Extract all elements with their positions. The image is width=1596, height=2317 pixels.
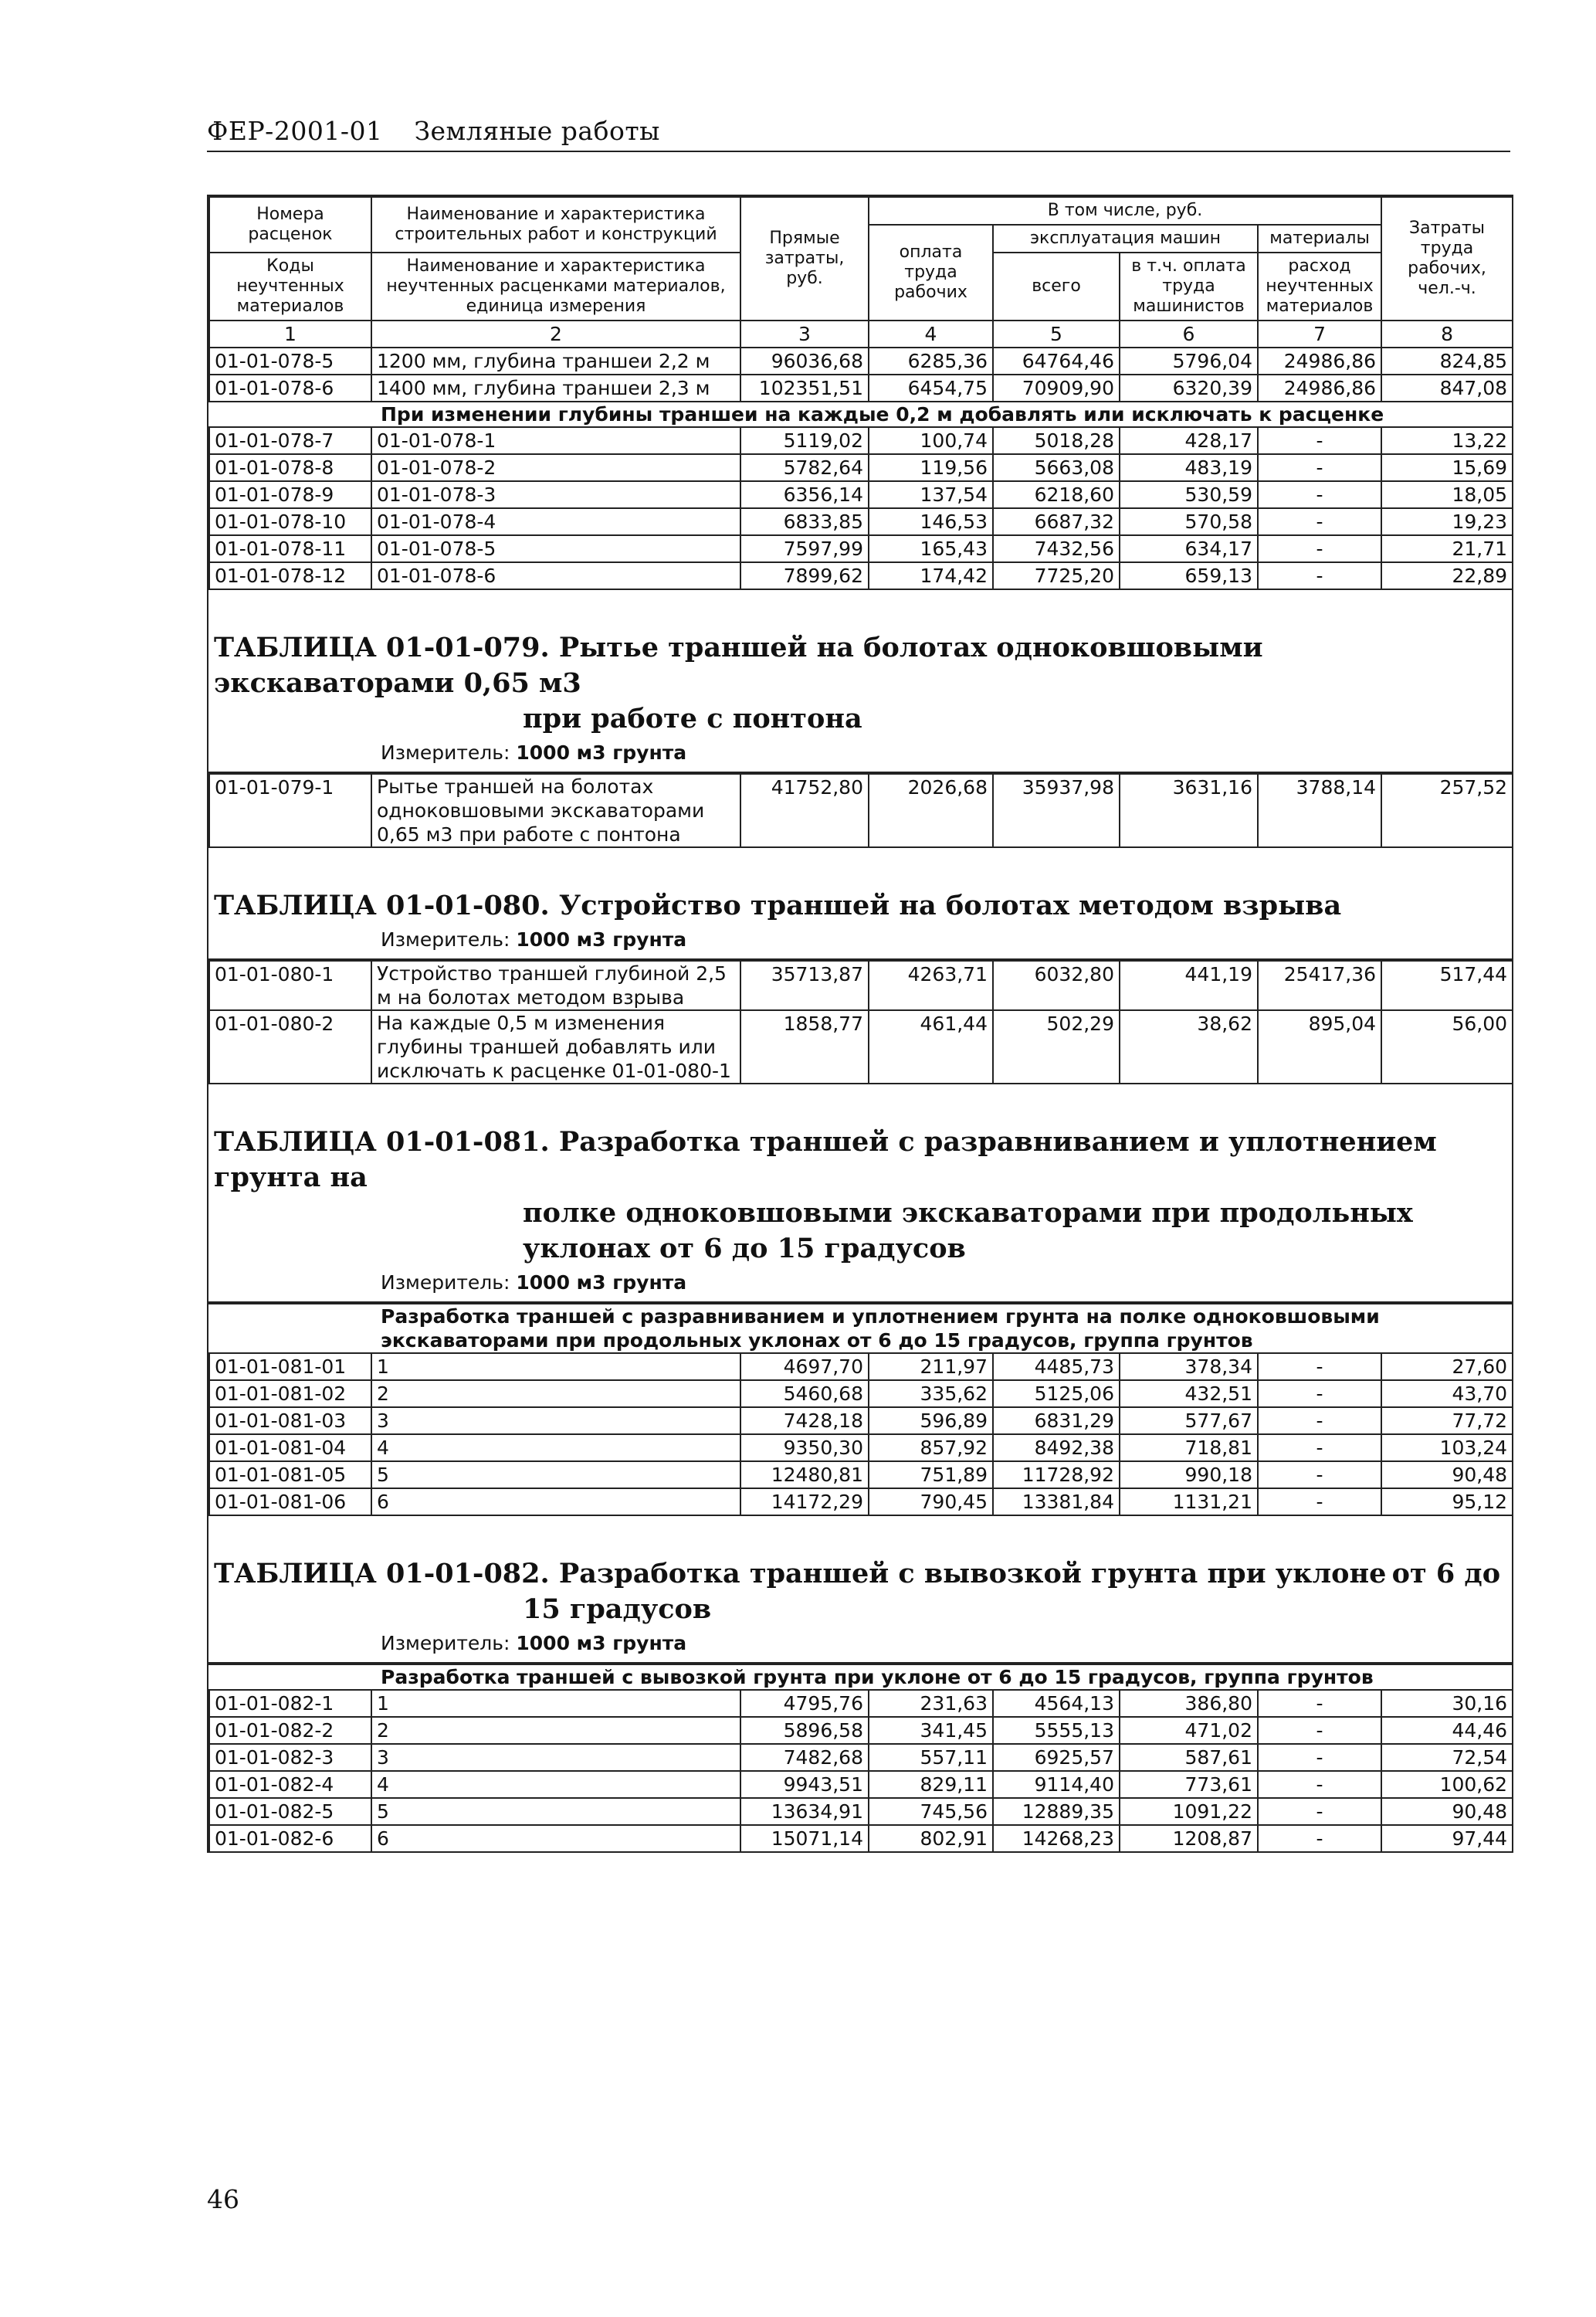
direct-costs: 5119,02 — [740, 427, 869, 454]
unit-value: 1000 м3 грунта — [516, 1632, 687, 1654]
rate-code: 01-01-078-9 — [209, 481, 371, 508]
table-row — [209, 427, 1513, 454]
table-row — [209, 535, 1513, 562]
unit-label: Измеритель: — [381, 1632, 510, 1654]
rate-code: 01-01-081-04 — [209, 1434, 371, 1461]
table-row — [209, 508, 1513, 535]
wages: 802,91 — [869, 1825, 993, 1852]
wages: 790,45 — [869, 1488, 993, 1515]
table-row — [209, 1010, 1513, 1084]
work-name: 1 — [371, 1353, 740, 1380]
header-labor: Затраты труда рабочих, чел.-ч. — [1381, 197, 1513, 321]
machinists-wages: 432,51 — [1120, 1380, 1258, 1407]
document-code: ФЕР-2001-01 — [207, 116, 383, 146]
direct-costs: 1858,77 — [740, 1010, 869, 1084]
unit-value: 1000 м3 грунта — [516, 928, 687, 951]
materials: 25417,36 — [1258, 961, 1381, 1010]
materials: - — [1258, 454, 1381, 481]
unit-of-measure — [371, 1270, 1513, 1302]
rate-code: 01-01-080-2 — [209, 1010, 371, 1084]
labor-costs: 90,48 — [1381, 1461, 1513, 1488]
machines-total: 13381,84 — [993, 1488, 1120, 1515]
section-title: Земляные работы — [414, 116, 660, 146]
wages: 751,89 — [869, 1461, 993, 1488]
direct-costs: 4697,70 — [740, 1353, 869, 1380]
table-title-row — [209, 616, 1513, 740]
work-name: 6 — [371, 1488, 740, 1515]
wages: 6285,36 — [869, 348, 993, 375]
header-machinists: в т.ч. оплата труда машинистов — [1120, 253, 1258, 321]
direct-costs: 6356,14 — [740, 481, 869, 508]
materials: 24986,86 — [1258, 375, 1381, 402]
labor-costs: 13,22 — [1381, 427, 1513, 454]
direct-costs: 7482,68 — [740, 1744, 869, 1771]
header-rate-number: Номера расценок — [209, 197, 371, 253]
rate-code: 01-01-081-02 — [209, 1380, 371, 1407]
labor-costs: 19,23 — [1381, 508, 1513, 535]
header-materials: материалы — [1258, 225, 1381, 253]
materials: - — [1258, 1461, 1381, 1488]
note-spacer — [209, 1664, 371, 1690]
rate-code: 01-01-078-12 — [209, 562, 371, 589]
table-title-line: ТАБЛИЦА 01-01-082. Разработка траншей с вывозкой грунта при уклоне — [214, 1558, 1387, 1589]
table-title — [209, 1542, 1513, 1630]
materials: - — [1258, 427, 1381, 454]
wages: 857,92 — [869, 1434, 993, 1461]
note-row-082 — [209, 1664, 1513, 1690]
wages: 829,11 — [869, 1771, 993, 1798]
machines-total: 5125,06 — [993, 1380, 1120, 1407]
machines-total: 5018,28 — [993, 427, 1120, 454]
table-row — [209, 1690, 1513, 1717]
column-number: 7 — [1258, 321, 1381, 348]
materials: 3788,14 — [1258, 774, 1381, 847]
machinists-wages: 5796,04 — [1120, 348, 1258, 375]
page-number: 46 — [207, 2184, 239, 2214]
machines-total: 502,29 — [993, 1010, 1120, 1084]
table-row — [209, 481, 1513, 508]
table-row — [209, 348, 1513, 375]
table-gap — [209, 1515, 1513, 1542]
wages: 100,74 — [869, 427, 993, 454]
machines-total: 4564,13 — [993, 1690, 1120, 1717]
rate-code: 01-01-082-6 — [209, 1825, 371, 1852]
machines-total: 5663,08 — [993, 454, 1120, 481]
work-name: 1200 мм, глубина траншеи 2,2 м — [371, 348, 740, 375]
materials: 24986,86 — [1258, 348, 1381, 375]
column-number: 1 — [209, 321, 371, 348]
machines-total: 6687,32 — [993, 508, 1120, 535]
machinists-wages: 6320,39 — [1120, 375, 1258, 402]
labor-costs: 44,46 — [1381, 1717, 1513, 1744]
machinists-wages: 718,81 — [1120, 1434, 1258, 1461]
labor-costs: 22,89 — [1381, 562, 1513, 589]
wages: 165,43 — [869, 535, 993, 562]
direct-costs: 5896,58 — [740, 1717, 869, 1744]
work-name: 1 — [371, 1690, 740, 1717]
unit-value: 1000 м3 грунта — [516, 741, 687, 764]
unit-row — [209, 1630, 1513, 1663]
wages: 745,56 — [869, 1798, 993, 1825]
header-wages: оплата труда рабочих — [869, 225, 993, 321]
unit-spacer — [209, 1630, 371, 1663]
direct-costs: 41752,80 — [740, 774, 869, 847]
wages: 4263,71 — [869, 961, 993, 1010]
page-header — [207, 116, 1510, 152]
labor-costs: 56,00 — [1381, 1010, 1513, 1084]
work-name: 2 — [371, 1380, 740, 1407]
work-name: На каждые 0,5 м изменения глубины траншей добавлять или исключать к расценке 01-01-080-1 — [371, 1010, 740, 1084]
table-title-continuation: 15 градусов — [523, 1593, 712, 1625]
header-machines-total: всего — [993, 253, 1120, 321]
table-title-row — [209, 1542, 1513, 1630]
materials: - — [1258, 1717, 1381, 1744]
note-spacer — [209, 1304, 371, 1353]
labor-costs: 95,12 — [1381, 1488, 1513, 1515]
rate-code: 01-01-082-4 — [209, 1771, 371, 1798]
work-name: 3 — [371, 1744, 740, 1771]
wages: 341,45 — [869, 1717, 993, 1744]
machines-total: 4485,73 — [993, 1353, 1120, 1380]
labor-costs: 30,16 — [1381, 1690, 1513, 1717]
machinists-wages: 3631,16 — [1120, 774, 1258, 847]
table-title — [209, 616, 1513, 740]
labor-costs: 77,72 — [1381, 1407, 1513, 1434]
materials: - — [1258, 1825, 1381, 1852]
direct-costs: 9350,30 — [740, 1434, 869, 1461]
unit-row — [209, 1270, 1513, 1302]
machines-total: 70909,90 — [993, 375, 1120, 402]
work-name: 5 — [371, 1798, 740, 1825]
wages: 231,63 — [869, 1690, 993, 1717]
rate-code: 01-01-078-5 — [209, 348, 371, 375]
machinists-wages: 1091,22 — [1120, 1798, 1258, 1825]
table-row — [209, 562, 1513, 589]
rates-table — [208, 196, 1513, 1853]
table-title-block — [214, 1556, 1508, 1627]
rate-code: 01-01-081-05 — [209, 1461, 371, 1488]
work-name: 5 — [371, 1461, 740, 1488]
machinists-wages: 386,80 — [1120, 1690, 1258, 1717]
wages: 596,89 — [869, 1407, 993, 1434]
labor-costs: 27,60 — [1381, 1353, 1513, 1380]
machines-total: 5555,13 — [993, 1717, 1120, 1744]
direct-costs: 14172,29 — [740, 1488, 869, 1515]
unit-row — [209, 740, 1513, 772]
column-number: 6 — [1120, 321, 1258, 348]
direct-costs: 35713,87 — [740, 961, 869, 1010]
machines-total: 64764,46 — [993, 348, 1120, 375]
table-row — [209, 454, 1513, 481]
direct-costs: 7899,62 — [740, 562, 869, 589]
materials: - — [1258, 1434, 1381, 1461]
machinists-wages: 773,61 — [1120, 1771, 1258, 1798]
table-row — [209, 375, 1513, 402]
labor-costs: 97,44 — [1381, 1825, 1513, 1852]
direct-costs: 13634,91 — [740, 1798, 869, 1825]
machines-total: 9114,40 — [993, 1771, 1120, 1798]
column-numbers-row — [209, 321, 1513, 348]
table-title-line: ТАБЛИЦА 01-01-080. Устройство траншей на болотах методом взрыва — [214, 890, 1342, 921]
table-row — [209, 1717, 1513, 1744]
machines-total: 8492,38 — [993, 1434, 1120, 1461]
unit-of-measure — [371, 740, 1513, 772]
direct-costs: 7597,99 — [740, 535, 869, 562]
table-title-row — [209, 874, 1513, 927]
table-gap — [209, 847, 1513, 874]
note-spacer — [209, 402, 371, 427]
table-header — [209, 197, 1513, 321]
rate-code: 01-01-081-03 — [209, 1407, 371, 1434]
table-row — [209, 1461, 1513, 1488]
direct-costs: 5460,68 — [740, 1380, 869, 1407]
table-row — [209, 1353, 1513, 1380]
machinists-wages: 530,59 — [1120, 481, 1258, 508]
machines-total: 35937,98 — [993, 774, 1120, 847]
wages: 461,44 — [869, 1010, 993, 1084]
header-material-codes: Коды неучтенных материалов — [209, 253, 371, 321]
rate-code: 01-01-078-8 — [209, 454, 371, 481]
work-name: 01-01-078-6 — [371, 562, 740, 589]
table-title — [209, 874, 1513, 927]
direct-costs: 4795,76 — [740, 1690, 869, 1717]
table-row — [209, 1380, 1513, 1407]
machinists-wages: 441,19 — [1120, 961, 1258, 1010]
materials: - — [1258, 1771, 1381, 1798]
materials: - — [1258, 1380, 1381, 1407]
machines-total: 11728,92 — [993, 1461, 1120, 1488]
table-row — [209, 961, 1513, 1010]
direct-costs: 96036,68 — [740, 348, 869, 375]
header-materials-unaccounted: расход неучтенных материалов — [1258, 253, 1381, 321]
labor-costs: 100,62 — [1381, 1771, 1513, 1798]
table-row — [209, 1407, 1513, 1434]
work-name: 1400 мм, глубина траншеи 2,3 м — [371, 375, 740, 402]
table-body — [209, 321, 1513, 1852]
header-including: В том числе, руб. — [869, 197, 1381, 225]
machinists-wages: 570,58 — [1120, 508, 1258, 535]
materials: - — [1258, 1407, 1381, 1434]
machines-total: 12889,35 — [993, 1798, 1120, 1825]
labor-costs: 517,44 — [1381, 961, 1513, 1010]
unit-of-measure — [371, 927, 1513, 959]
machinists-wages: 659,13 — [1120, 562, 1258, 589]
table-title-block — [214, 1125, 1508, 1267]
rate-code: 01-01-082-3 — [209, 1744, 371, 1771]
unit-label: Измеритель: — [381, 1271, 510, 1294]
work-name: 3 — [371, 1407, 740, 1434]
work-name: 01-01-078-2 — [371, 454, 740, 481]
unit-of-measure — [371, 1630, 1513, 1663]
direct-costs: 12480,81 — [740, 1461, 869, 1488]
table-title-line: ТАБЛИЦА 01-01-081. Разработка траншей с разравниванием и уплотнением грунта на — [214, 1126, 1437, 1193]
direct-costs: 7428,18 — [740, 1407, 869, 1434]
unit-value: 1000 м3 грунта — [516, 1271, 687, 1294]
wages: 211,97 — [869, 1353, 993, 1380]
materials: - — [1258, 562, 1381, 589]
wages: 2026,68 — [869, 774, 993, 847]
materials: - — [1258, 1488, 1381, 1515]
materials: - — [1258, 1690, 1381, 1717]
machines-total: 6925,57 — [993, 1744, 1120, 1771]
work-name: 01-01-078-4 — [371, 508, 740, 535]
table-row — [209, 1744, 1513, 1771]
machinists-wages: 587,61 — [1120, 1744, 1258, 1771]
machinists-wages: 378,34 — [1120, 1353, 1258, 1380]
labor-costs: 824,85 — [1381, 348, 1513, 375]
work-name: 4 — [371, 1434, 740, 1461]
note-row-081 — [209, 1304, 1513, 1353]
table-row — [209, 1771, 1513, 1798]
machinists-wages: 990,18 — [1120, 1461, 1258, 1488]
machines-total: 7432,56 — [993, 535, 1120, 562]
machines-total: 7725,20 — [993, 562, 1120, 589]
table-title-block — [214, 630, 1508, 737]
work-name: 6 — [371, 1825, 740, 1852]
rate-code: 01-01-078-6 — [209, 375, 371, 402]
table-row — [209, 1434, 1513, 1461]
rates-sheet — [207, 195, 1513, 1853]
subsection-note: Разработка траншей с разравниванием и уплотнением грунта на полке одноковшовыми экскаваторами при продольных уклонах от 6 до 15 градусов, группа грунтов — [371, 1304, 1513, 1353]
materials: 895,04 — [1258, 1010, 1381, 1084]
work-name: 4 — [371, 1771, 740, 1798]
rate-code: 01-01-079-1 — [209, 774, 371, 847]
unit-spacer — [209, 740, 371, 772]
labor-costs: 21,71 — [1381, 535, 1513, 562]
column-number: 5 — [993, 321, 1120, 348]
rate-code: 01-01-081-01 — [209, 1353, 371, 1380]
materials: - — [1258, 481, 1381, 508]
work-name: Устройство траншей глубиной 2,5 м на болотах методом взрыва — [371, 961, 740, 1010]
machines-total: 14268,23 — [993, 1825, 1120, 1852]
unit-label: Измеритель: — [381, 928, 510, 951]
machinists-wages: 38,62 — [1120, 1010, 1258, 1084]
machinists-wages: 1131,21 — [1120, 1488, 1258, 1515]
labor-costs: 257,52 — [1381, 774, 1513, 847]
table-title-continuation: полке одноковшовыми экскаваторами при продольных уклонах от 6 до 15 градусов — [523, 1197, 1413, 1264]
rate-code: 01-01-082-2 — [209, 1717, 371, 1744]
subsection-note: Разработка траншей с вывозкой грунта при уклоне от 6 до 15 градусов, группа грунтов — [371, 1664, 1513, 1690]
unit-spacer — [209, 1270, 371, 1302]
header-name-bottom: Наименование и характеристика неучтенных расценками материалов, единица измерения — [371, 253, 740, 321]
table-row — [209, 1825, 1513, 1852]
wages: 174,42 — [869, 562, 993, 589]
column-number: 2 — [371, 321, 740, 348]
direct-costs: 102351,51 — [740, 375, 869, 402]
machinists-wages: 1208,87 — [1120, 1825, 1258, 1852]
work-name: Рытье траншей на болотах одноковшовыми экскаваторами 0,65 м3 при работе с понтона — [371, 774, 740, 847]
labor-costs: 43,70 — [1381, 1380, 1513, 1407]
materials: - — [1258, 1744, 1381, 1771]
column-number: 8 — [1381, 321, 1513, 348]
materials: - — [1258, 1798, 1381, 1825]
work-name: 2 — [371, 1717, 740, 1744]
column-number: 3 — [740, 321, 869, 348]
materials: - — [1258, 508, 1381, 535]
table-title-continuation: при работе с понтона — [523, 703, 862, 734]
wages: 6454,75 — [869, 375, 993, 402]
direct-costs: 5782,64 — [740, 454, 869, 481]
direct-costs: 6833,85 — [740, 508, 869, 535]
subsection-note: При изменении глубины траншеи на каждые 0,2 м добавлять или исключать к расценке — [371, 402, 1513, 427]
materials: - — [1258, 535, 1381, 562]
table-row — [209, 1488, 1513, 1515]
table-gap — [209, 589, 1513, 616]
rate-code: 01-01-078-7 — [209, 427, 371, 454]
wages: 335,62 — [869, 1380, 993, 1407]
table-row — [209, 774, 1513, 847]
machinists-wages: 428,17 — [1120, 427, 1258, 454]
gap-cell — [209, 1084, 1513, 1111]
unit-spacer — [209, 927, 371, 959]
rate-code: 01-01-080-1 — [209, 961, 371, 1010]
machines-total: 6032,80 — [993, 961, 1120, 1010]
header-direct-costs: Прямые затраты, руб. — [740, 197, 869, 321]
wages: 137,54 — [869, 481, 993, 508]
unit-row — [209, 927, 1513, 959]
rate-code: 01-01-081-06 — [209, 1488, 371, 1515]
wages: 119,56 — [869, 454, 993, 481]
work-name: 01-01-078-1 — [371, 427, 740, 454]
labor-costs: 15,69 — [1381, 454, 1513, 481]
direct-costs: 9943,51 — [740, 1771, 869, 1798]
unit-label: Измеритель: — [381, 741, 510, 764]
work-name: 01-01-078-3 — [371, 481, 740, 508]
labor-costs: 90,48 — [1381, 1798, 1513, 1825]
labor-costs: 18,05 — [1381, 481, 1513, 508]
header-machines: эксплуатация машин — [993, 225, 1258, 253]
table-gap — [209, 1084, 1513, 1111]
column-number: 4 — [869, 321, 993, 348]
labor-costs: 72,54 — [1381, 1744, 1513, 1771]
gap-cell — [209, 589, 1513, 616]
materials: - — [1258, 1353, 1381, 1380]
machinists-wages: 471,02 — [1120, 1717, 1258, 1744]
machines-total: 6831,29 — [993, 1407, 1120, 1434]
machinists-wages: 634,17 — [1120, 535, 1258, 562]
note-row-078 — [209, 402, 1513, 427]
machines-total: 6218,60 — [993, 481, 1120, 508]
table-title-block — [214, 888, 1508, 924]
labor-costs: 847,08 — [1381, 375, 1513, 402]
machinists-wages: 577,67 — [1120, 1407, 1258, 1434]
machinists-wages: 483,19 — [1120, 454, 1258, 481]
rate-code: 01-01-082-5 — [209, 1798, 371, 1825]
table-title — [209, 1111, 1513, 1270]
rate-code: 01-01-078-11 — [209, 535, 371, 562]
table-row — [209, 1798, 1513, 1825]
direct-costs: 15071,14 — [740, 1825, 869, 1852]
table-title-row — [209, 1111, 1513, 1270]
rate-code: 01-01-078-10 — [209, 508, 371, 535]
rate-code: 01-01-082-1 — [209, 1690, 371, 1717]
table-title-tail: от 6 до — [1391, 1558, 1501, 1589]
wages: 146,53 — [869, 508, 993, 535]
header-name-top: Наименование и характеристика строительных работ и конструкций — [371, 197, 740, 253]
gap-cell — [209, 847, 1513, 874]
gap-cell — [209, 1515, 1513, 1542]
table-title-line: ТАБЛИЦА 01-01-079. Рытье траншей на болотах одноковшовыми экскаваторами 0,65 м3 — [214, 632, 1263, 699]
labor-costs: 103,24 — [1381, 1434, 1513, 1461]
wages: 557,11 — [869, 1744, 993, 1771]
work-name: 01-01-078-5 — [371, 535, 740, 562]
